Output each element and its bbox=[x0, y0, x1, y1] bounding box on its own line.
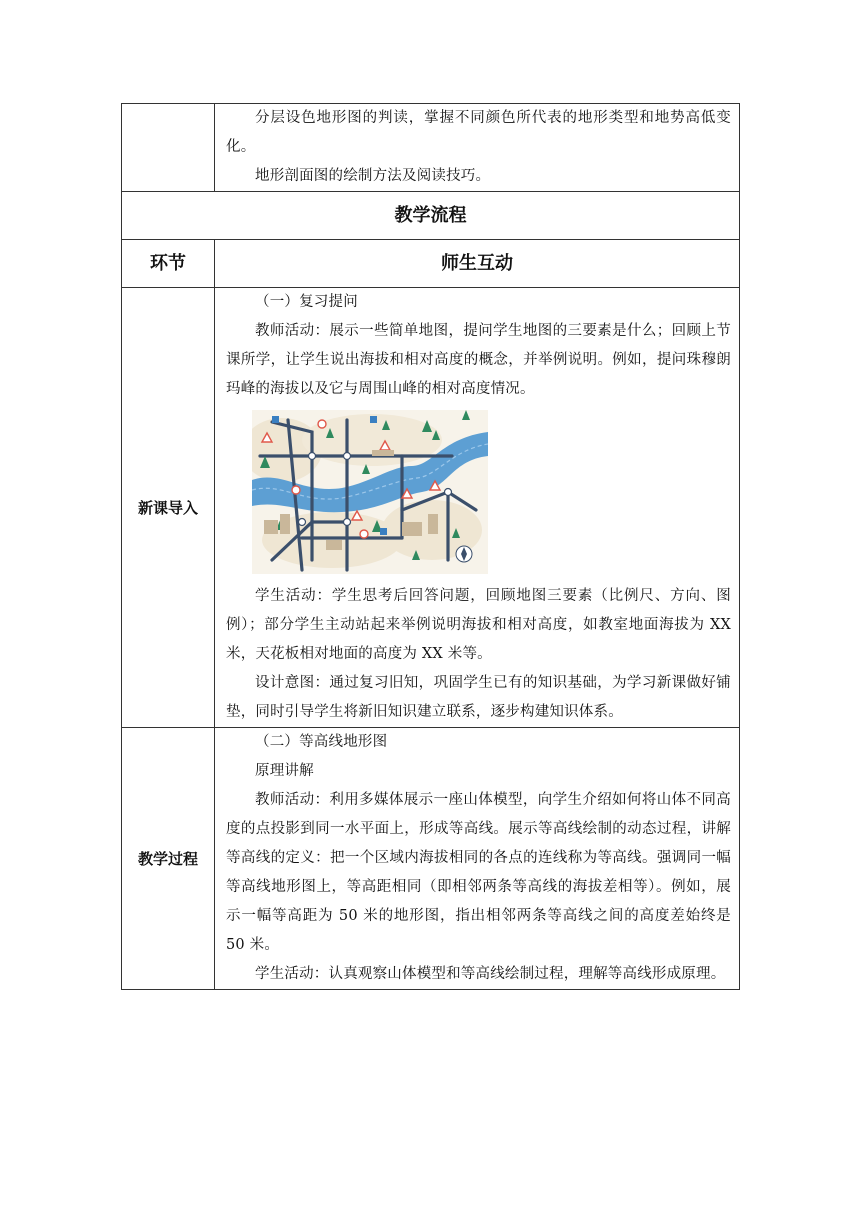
flow-title-row bbox=[122, 192, 740, 240]
paragraph: 教师活动：利用多媒体展示一座山体模型，向学生介绍如何将山体不同高度的点投影到同一水平面上，形成等高线。展示等高线绘制的动态过程，讲解等高线的定义：把一个区域内海拔相同的各点的连线称为等高线。强调同一幅等高线地形图上，等高距相同（即相邻两条等高线的海拔差相等）。例如，展示一幅等高距为 50 米的地形图，指出相邻两条等高线之间的高度差始终是 50 米。 bbox=[226, 792, 731, 953]
process-content bbox=[215, 728, 740, 990]
objectives-cell bbox=[215, 104, 740, 192]
process-row bbox=[122, 728, 740, 990]
empty-label-cell bbox=[122, 104, 215, 192]
paragraph: （二）等高线地形图 bbox=[255, 734, 388, 750]
paragraph: 设计意图：通过复习旧知，巩固学生已有的知识基础，为学习新课做好铺垫，同时引导学生将新旧知识建立联系，逐步构建知识体系。 bbox=[226, 675, 731, 720]
compass-icon bbox=[456, 546, 472, 562]
paragraph: 地形剖面图的绘制方法及阅读技巧。 bbox=[255, 168, 491, 184]
city-map-image bbox=[252, 410, 488, 574]
header-interaction: 师生互动 bbox=[215, 240, 740, 288]
section-label-process: 教学过程 bbox=[122, 728, 215, 990]
header-row bbox=[122, 240, 740, 288]
intro-content bbox=[215, 288, 740, 728]
paragraph: 学生活动：认真观察山体模型和等高线绘制过程，理解等高线形成原理。 bbox=[255, 966, 726, 982]
paragraph: 教师活动：展示一些简单地图，提问学生地图的三要素是什么；回顾上节课所学，让学生说出海拔和相对高度的概念，并举例说明。例如，提问珠穆朗玛峰的海拔以及它与周围山峰的相对高度情况。 bbox=[226, 323, 731, 397]
lesson-plan-table bbox=[121, 103, 740, 990]
flow-title: 教学流程 bbox=[122, 192, 740, 240]
header-stage: 环节 bbox=[122, 240, 215, 288]
objectives-row bbox=[122, 104, 740, 192]
paragraph: 学生活动：学生思考后回答问题，回顾地图三要素（比例尺、方向、图例）；部分学生主动站起来举例说明海拔和相对高度，如教室地面海拔为 XX 米，天花板相对地面的高度为 XX 米等。 bbox=[226, 588, 731, 662]
map-illustration bbox=[215, 404, 739, 582]
intro-row bbox=[122, 288, 740, 728]
paragraph: 原理讲解 bbox=[255, 763, 314, 779]
paragraph: 分层设色地形图的判读，掌握不同颜色所代表的地形类型和地势高低变化。 bbox=[226, 110, 731, 155]
paragraph: （一）复习提问 bbox=[255, 294, 358, 310]
section-label-intro: 新课导入 bbox=[122, 288, 215, 728]
